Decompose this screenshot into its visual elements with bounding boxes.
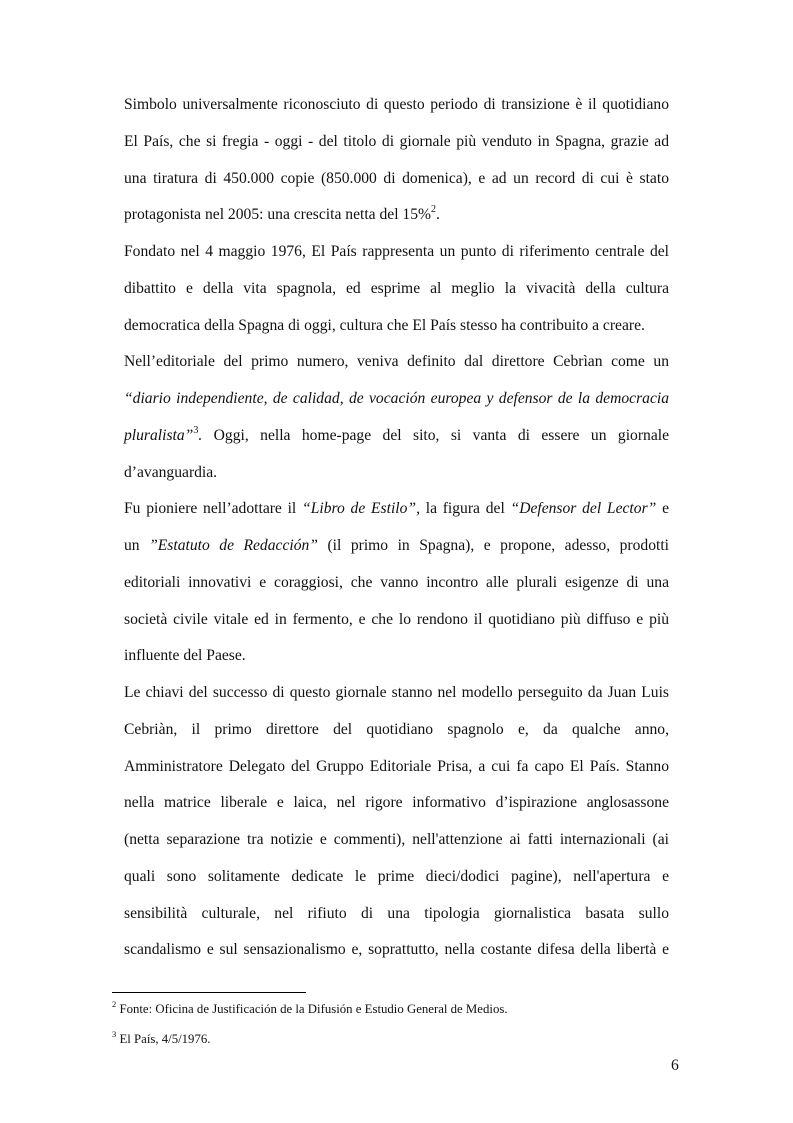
- text-line: [124, 904, 669, 924]
- text-line: [124, 169, 669, 189]
- text-run: un: [124, 537, 150, 554]
- title-text: “Libro de Estilo”,: [302, 500, 420, 517]
- text-run: dibattito e della vita spagnola, ed esprime al meglio la vivacità della cultura: [124, 280, 669, 297]
- text-run: Fu pioniere nell’adottare il: [124, 500, 303, 517]
- text-run: quali sono solitamente dedicate le prime dieci/dodici pagine), nell'apertura e: [124, 868, 669, 885]
- quote-text: “diario independiente, de calidad, de vocación europea y defensor de la democracia: [124, 390, 669, 407]
- text-line: [124, 426, 669, 446]
- text-run: Fondato nel 4 maggio 1976, El País rappresenta un punto di riferimento centrale del: [124, 243, 669, 260]
- quote-text: pluralista”: [124, 427, 194, 444]
- text-line: [124, 499, 669, 519]
- text-run: editoriali innovativi e coraggiosi, che vanno incontro alle plurali esigenze di una: [124, 574, 669, 591]
- text-line: [124, 95, 669, 115]
- text-line: [124, 389, 669, 409]
- footnote-mark: 3: [112, 1028, 117, 1039]
- text-line: [124, 573, 669, 593]
- text-line: [124, 352, 669, 372]
- text-run: e: [656, 500, 669, 517]
- text-run: una tiratura di 450.000 copie (850.000 di domenica), e ad un record di cui è stato: [124, 170, 669, 187]
- page-number: 6: [671, 1057, 679, 1074]
- text-line: [124, 867, 669, 887]
- text-run: scandalismo e sul sensazionalismo e, soprattutto, nella costante difesa della libertà e: [124, 941, 669, 958]
- text-line: [124, 757, 669, 777]
- text-line: [124, 279, 669, 299]
- footnote-ref: 2: [431, 203, 437, 215]
- text-run: democratica della Spagna di oggi, cultura che El País stesso ha contribuito a creare.: [124, 317, 645, 334]
- text-run: Le chiavi del successo di questo giornale stanno nel modello perseguito da Juan Luis: [124, 684, 669, 701]
- text-line: [124, 940, 669, 960]
- text-run: sensibilità culturale, nel rifiuto di una tipologia giornalistica basata sullo: [124, 905, 669, 922]
- text-run: protagonista nel 2005: una crescita netta del 15%: [124, 206, 432, 223]
- text-run: influente del Paese.: [124, 647, 246, 664]
- text-line: [124, 205, 669, 225]
- title-text: “Defensor del Lector”: [510, 500, 657, 517]
- text-run: El País, che si fregia - oggi - del titolo di giornale più venduto in Spagna, grazie ad: [124, 133, 669, 150]
- text-run: .: [198, 427, 203, 444]
- text-run: (netta separazione tra notizie e commenti), nell'attenzione ai fatti internazionali (ai: [124, 831, 669, 848]
- text-run: Nell’editoriale del primo numero, veniva definito dal direttore Cebrìan come un: [124, 353, 669, 370]
- footnote-text: El País, 4/5/1976.: [116, 1032, 211, 1046]
- footnote: [112, 1028, 211, 1047]
- text-run: Oggi, nella home-page del sito, si vanta di essere un giornale: [202, 427, 669, 444]
- text-line: [124, 793, 669, 813]
- text-run: .: [436, 206, 440, 223]
- title-text: ”Estatuto de Redacción”: [149, 537, 318, 554]
- footnote-ref: 3: [193, 424, 199, 436]
- text-run: (il primo in Spagna), e propone, adesso, prodotti: [317, 537, 670, 554]
- text-run: Cebriàn, il primo direttore del quotidiano spagnolo e, da qualche anno,: [124, 721, 669, 738]
- text-run: Simbolo universalmente riconosciuto di questo periodo di transizione è il quotidiano: [124, 96, 669, 113]
- footnote-text: Fonte: Oficina de Justificación de la Difusión e Estudio General de Medios.: [116, 1002, 508, 1016]
- text-line: [124, 830, 669, 850]
- text-line: [124, 242, 669, 262]
- footnote: [112, 998, 508, 1017]
- text-line: [124, 720, 669, 740]
- text-run: Amministratore Delegato del Gruppo Editoriale Prisa, a cui fa capo El País. Stanno: [124, 758, 669, 775]
- text-line: [124, 463, 669, 483]
- text-line: [124, 683, 669, 703]
- text-run: d’avanguardia.: [124, 464, 218, 481]
- text-run: nella matrice liberale e laica, nel rigore informativo d’ispirazione anglosassone: [124, 794, 669, 811]
- text-line: [124, 316, 669, 336]
- text-run: la figura del: [419, 500, 511, 517]
- text-line: [124, 132, 669, 152]
- text-line: [124, 536, 669, 556]
- footnote-mark: 2: [112, 998, 117, 1009]
- text-run: società civile vitale ed in fermento, e che lo rendono il quotidiano più diffuso e più: [124, 611, 669, 628]
- text-line: [124, 610, 669, 630]
- text-line: [124, 646, 669, 666]
- footnote-divider: [112, 992, 306, 993]
